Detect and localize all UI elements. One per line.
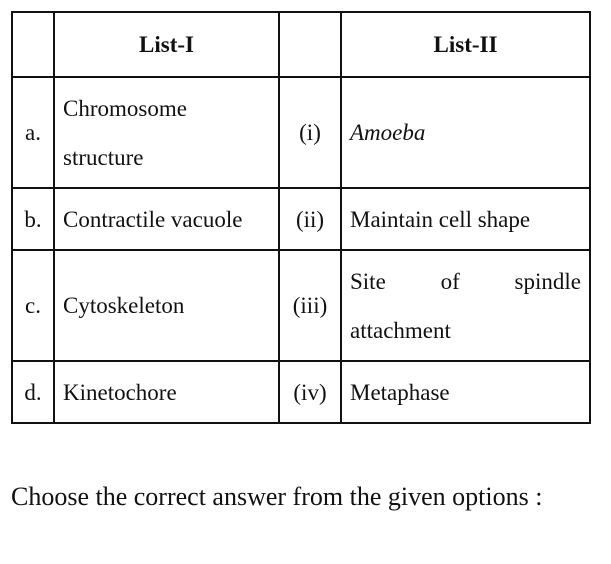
- list-2-number: (i): [279, 77, 341, 188]
- header-cell-blank-2: [279, 12, 341, 77]
- header-list-2: List-II: [341, 12, 590, 77]
- list-2-item: Metaphase: [341, 361, 590, 423]
- question-prompt: Choose the correct answer from the given options :: [11, 482, 543, 511]
- list-1-item-line: structure: [63, 144, 144, 170]
- table-row: [12, 77, 590, 188]
- row-index: c.: [12, 250, 54, 361]
- list-2-item: Amoeba: [341, 77, 590, 188]
- header-cell-blank: [12, 12, 54, 77]
- list-2-item-line: attachment: [350, 317, 451, 343]
- row-index: d.: [12, 361, 54, 423]
- list-1-item: Cytoskeleton: [54, 250, 279, 361]
- row-index: a.: [12, 77, 54, 188]
- list-2-item-word: of: [440, 268, 460, 294]
- list-2-item: Maintain cell shape: [341, 188, 590, 250]
- list-2-number: (ii): [279, 188, 341, 250]
- list-2-number: (iv): [279, 361, 341, 423]
- header-row: [12, 12, 590, 77]
- list-1-item: Contractile vacuole: [54, 188, 279, 250]
- list-2-item-word: spindle: [514, 268, 581, 294]
- header-list-1: List-I: [54, 12, 279, 77]
- list-1-item: Kinetochore: [54, 361, 279, 423]
- list-2-number: (iii): [279, 250, 341, 361]
- list-2-item: [341, 250, 590, 361]
- row-index: b.: [12, 188, 54, 250]
- match-table: [11, 11, 591, 424]
- list-1-item-line: Chromosome: [63, 95, 187, 121]
- table-row: [12, 188, 590, 250]
- table-row: [12, 361, 590, 423]
- table-row: [12, 250, 590, 361]
- list-1-item: [54, 77, 279, 188]
- list-2-item-word: Site: [350, 268, 386, 294]
- list-2-item-line: [350, 257, 581, 306]
